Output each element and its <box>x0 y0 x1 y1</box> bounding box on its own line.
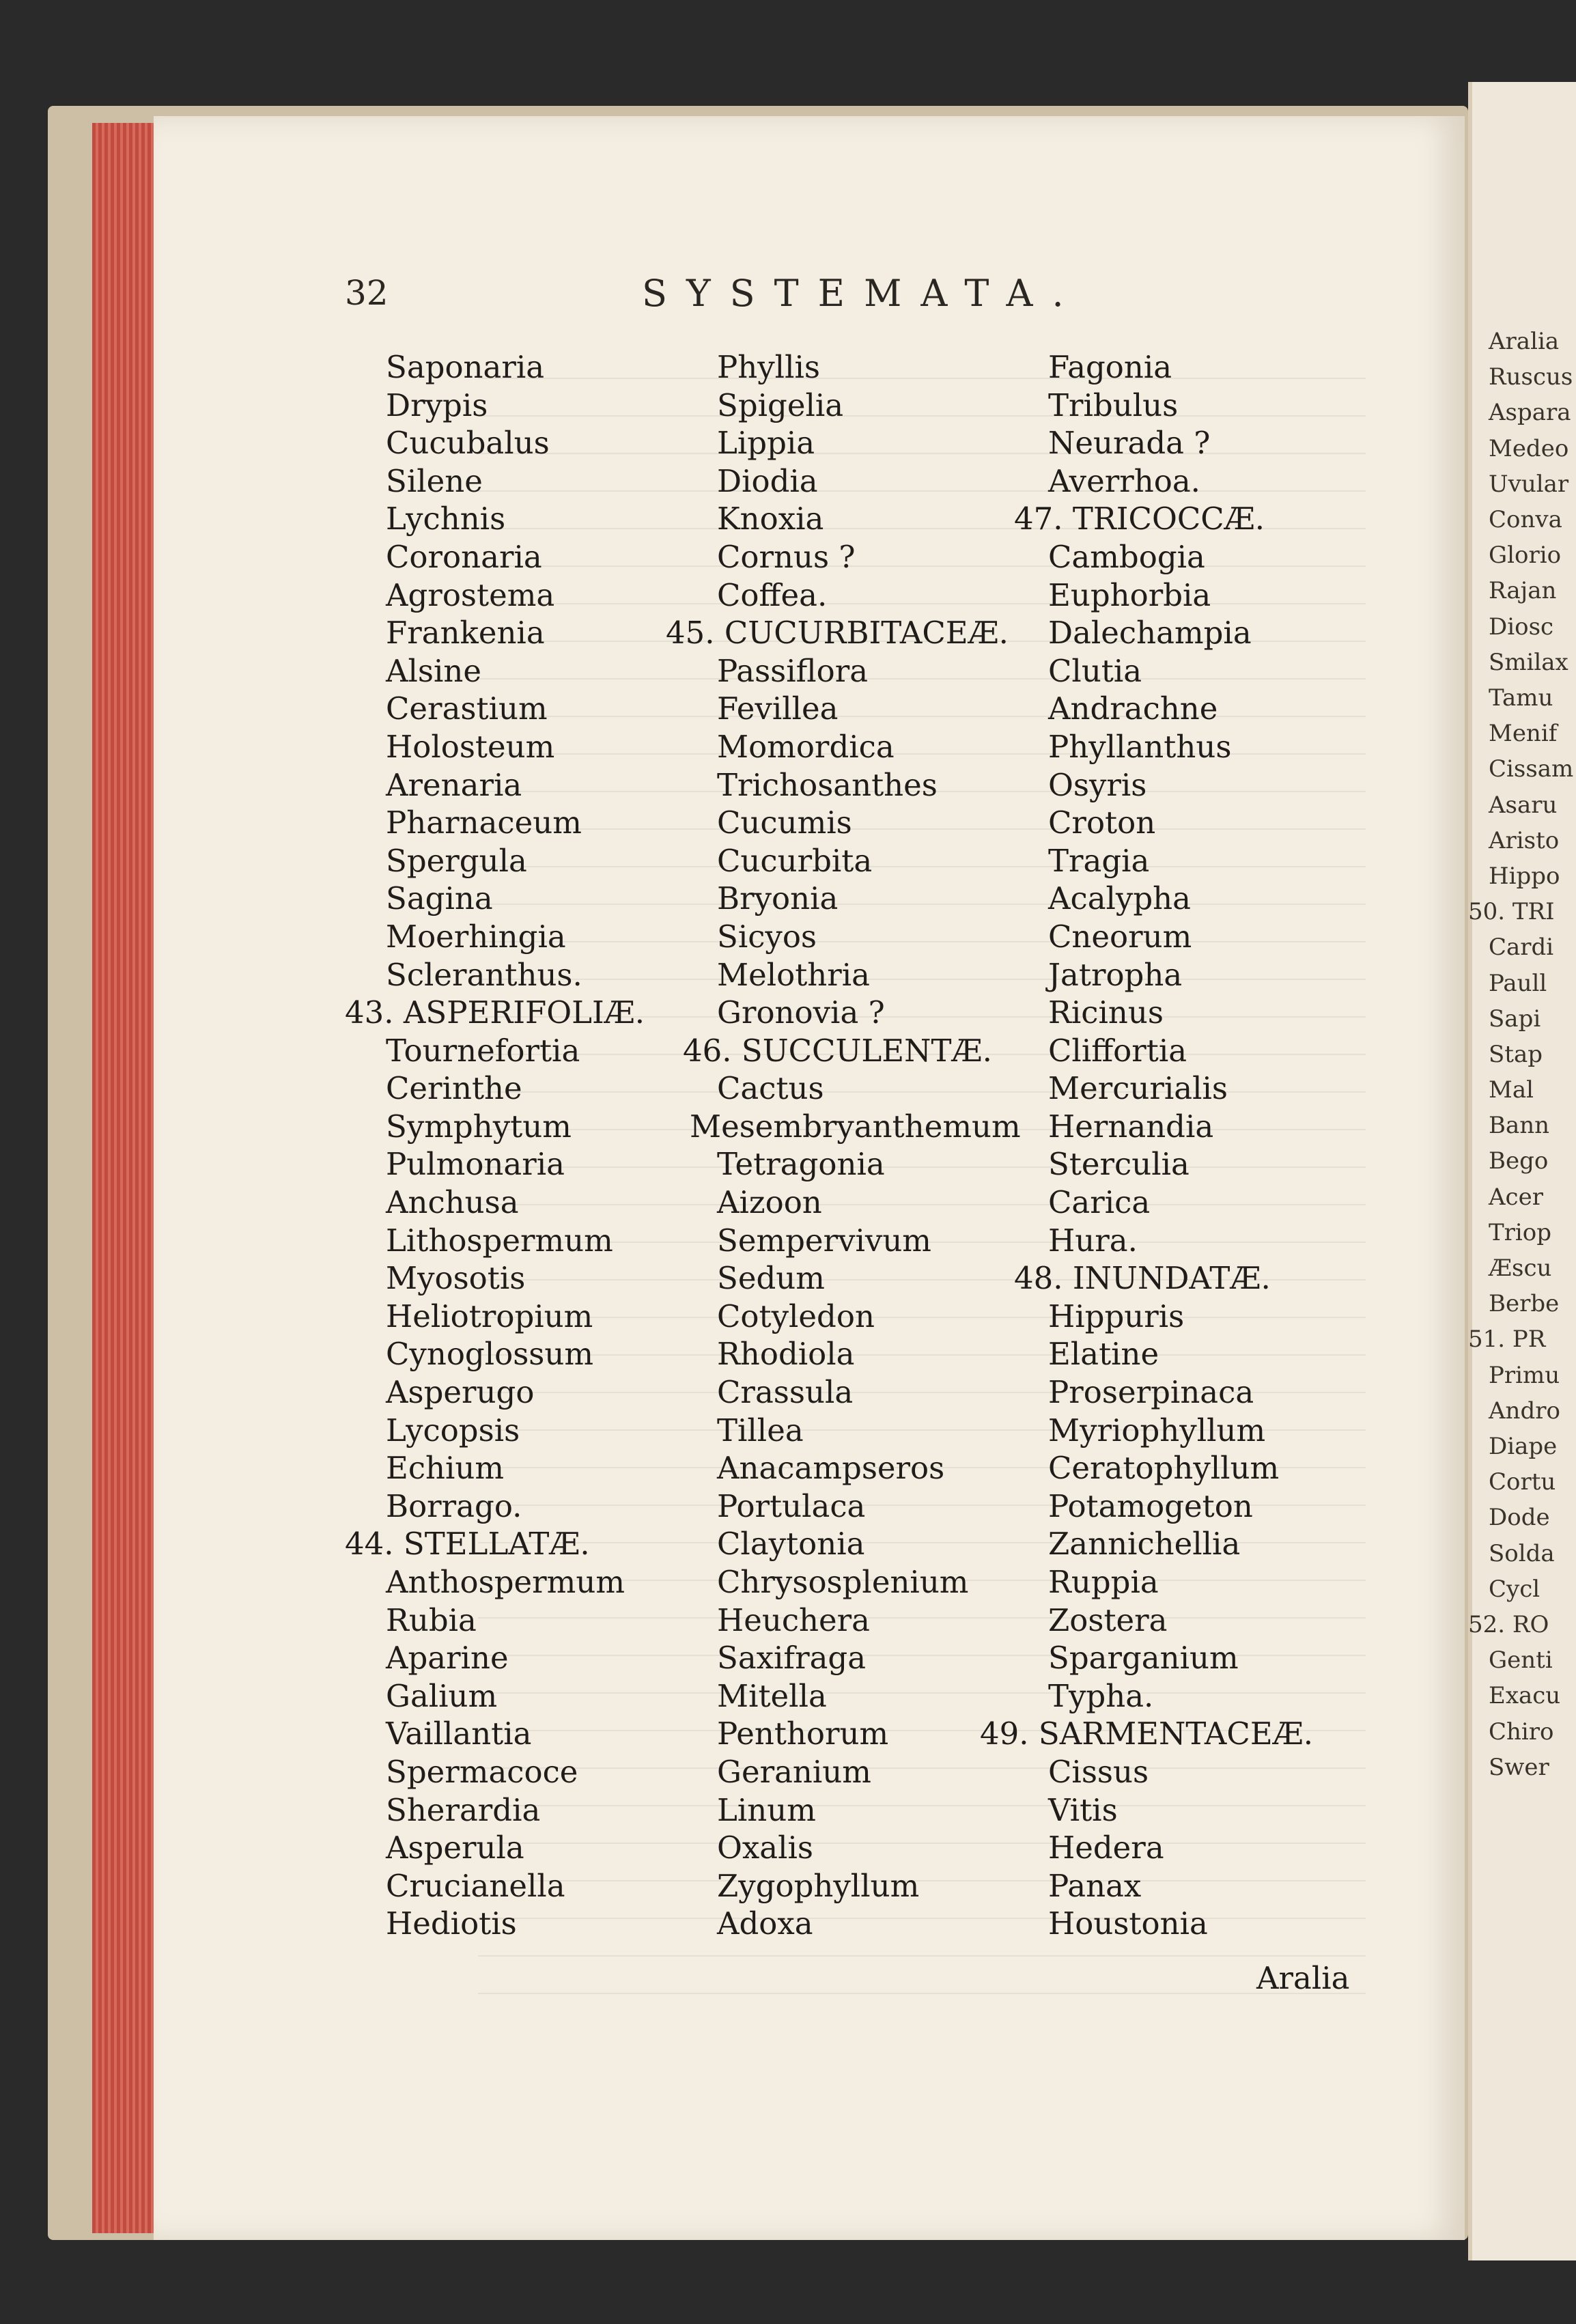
genus-entry: Mesembryanthemum <box>690 1108 1021 1145</box>
facing-page-fragment: Swer <box>1489 1753 1549 1781</box>
facing-page-fragment: Aristo <box>1489 826 1560 854</box>
order-heading: 46. SUCCULENTÆ. <box>683 1032 992 1069</box>
facing-page-fragment: Bann <box>1489 1112 1550 1140</box>
facing-page-fragment: Smilax <box>1489 648 1568 676</box>
genus-entry: Rhodiola <box>717 1336 855 1373</box>
genus-entry: Trichosanthes <box>717 766 938 803</box>
genus-entry: Saxifraga <box>717 1640 867 1677</box>
column-1 <box>345 348 645 1943</box>
facing-page-fragment: Æscu <box>1489 1255 1552 1283</box>
genus-entry: Hura. <box>1048 1222 1138 1259</box>
catchword: Aralia <box>1256 1960 1350 1996</box>
column-3 <box>976 348 1313 1943</box>
genus-entry: Knoxia <box>717 501 824 537</box>
genus-entry: Cactus <box>717 1070 824 1107</box>
genus-entry: Heuchera <box>717 1601 871 1638</box>
genus-entry: Sicyos <box>717 918 817 955</box>
genus-entry: Lychnis <box>386 501 506 537</box>
genus-entry: Cotyledon <box>717 1298 875 1334</box>
genus-entry: Pharnaceum <box>386 804 582 841</box>
genus-entry: Scleranthus. <box>386 956 582 993</box>
order-heading: 43. ASPERIFOLIÆ. <box>345 994 645 1031</box>
genus-entry: Melothria <box>717 956 870 993</box>
genus-entry: Clutia <box>1048 652 1142 689</box>
genus-entry: Cerinthe <box>386 1070 522 1107</box>
genus-entry: Proserpinaca <box>1048 1374 1254 1411</box>
genus-entry: Averrhoa. <box>1048 462 1200 499</box>
genus-entry: Galium <box>386 1677 498 1714</box>
genus-entry: Penthorum <box>717 1716 889 1752</box>
genus-entry: Symphytum <box>386 1108 572 1145</box>
facing-page-fragment: Hippo <box>1489 862 1560 890</box>
page-title: SYSTEMATA. <box>642 272 1083 315</box>
facing-page-fragment: Conva <box>1489 505 1562 533</box>
facing-page-fragment: Diosc <box>1489 613 1554 641</box>
facing-page-fragment: Paull <box>1489 969 1547 997</box>
genus-entry: Carica <box>1048 1184 1151 1221</box>
genus-entry: Phyllanthus <box>1048 728 1232 765</box>
genus-entry: Euphorbia <box>1048 576 1211 613</box>
facing-page-fragment: Asaru <box>1489 791 1558 819</box>
genus-entry: Sterculia <box>1048 1146 1190 1183</box>
genus-entry: Tillea <box>717 1412 804 1448</box>
genus-entry: Asperugo <box>386 1374 535 1411</box>
facing-page-fragment: Ruscus <box>1489 363 1573 391</box>
genus-entry: Lithospermum <box>386 1222 613 1259</box>
genus-entry: Cerastium <box>386 690 548 727</box>
genus-entry: Silene <box>386 462 483 499</box>
genus-entry: Sempervivum <box>717 1222 931 1259</box>
genus-entry: Holosteum <box>386 728 555 765</box>
order-heading: 47. TRICOCCÆ. <box>1014 501 1265 537</box>
genus-entry: Ruppia <box>1048 1564 1159 1600</box>
genus-entry: Diodia <box>717 462 818 499</box>
genus-entry: Pulmonaria <box>386 1146 565 1183</box>
facing-page-text <box>1468 328 1574 1781</box>
genus-entry: Myosotis <box>386 1260 526 1297</box>
facing-page-fragment: Aralia <box>1489 328 1560 355</box>
genus-entry: Cucurbita <box>717 842 873 879</box>
genus-entry: Moerhingia <box>386 918 566 955</box>
genus-entry: Hippuris <box>1048 1298 1185 1334</box>
genus-entry: Tragia <box>1048 842 1150 879</box>
genus-entry: Elatine <box>1048 1336 1159 1373</box>
facing-page-fragment: 51. PR <box>1468 1326 1546 1354</box>
genus-entry: Andrachne <box>1048 690 1218 727</box>
facing-page-fragment: Diape <box>1489 1433 1558 1461</box>
genus-entry: Claytonia <box>717 1526 865 1563</box>
facing-page-fragment: 52. RO <box>1468 1611 1549 1639</box>
facing-page-fragment: Rajan <box>1489 577 1557 605</box>
genus-entry: Zannichellia <box>1048 1526 1241 1563</box>
genus-entry: Croton <box>1048 804 1156 841</box>
facing-page-fragment: Berbe <box>1489 1290 1560 1318</box>
genus-entry: Gronovia ? <box>717 994 885 1031</box>
genus-entry: Alsine <box>386 652 481 689</box>
genus-entry: Sparganium <box>1048 1640 1239 1677</box>
facing-page-fragment: Medeo <box>1489 434 1569 462</box>
genus-entry: Potamogeton <box>1048 1487 1253 1524</box>
facing-page-fragment: Genti <box>1489 1647 1553 1675</box>
genus-entry: Adoxa <box>717 1905 813 1942</box>
genus-entry: Hediotis <box>386 1905 517 1942</box>
genus-entry: Geranium <box>717 1753 871 1790</box>
genus-entry: Neurada ? <box>1048 425 1211 462</box>
genus-entry: Sagina <box>386 880 493 917</box>
genus-entry: Myriophyllum <box>1048 1412 1266 1448</box>
genus-entry: Vitis <box>1048 1791 1118 1828</box>
genus-entry: Sedum <box>717 1260 825 1297</box>
facing-page-fragment: Uvular <box>1489 470 1569 498</box>
running-head <box>345 273 1301 328</box>
facing-page-fragment: Solda <box>1489 1539 1555 1567</box>
genus-entry: Aizoon <box>717 1184 822 1221</box>
genus-entry: Tournefortia <box>386 1032 580 1069</box>
facing-page-fragment: 50. TRI <box>1468 898 1555 926</box>
genus-entry: Ricinus <box>1048 994 1164 1031</box>
facing-page-fragment: Aspara <box>1489 399 1571 427</box>
page-number: 32 <box>345 273 389 313</box>
column-2 <box>666 348 1021 1943</box>
order-heading: 49. SARMENTACEÆ. <box>980 1716 1314 1752</box>
genus-entry: Hernandia <box>1048 1108 1214 1145</box>
genus-entry: Spergula <box>386 842 527 879</box>
genus-entry: Sherardia <box>386 1791 541 1828</box>
genus-entry: Fagonia <box>1048 349 1172 385</box>
facing-page-fragment: Cycl <box>1489 1575 1540 1603</box>
facing-page-fragment: Dode <box>1489 1504 1550 1532</box>
genus-entry: Saponaria <box>386 349 545 385</box>
facing-page-fragment: Bego <box>1489 1147 1549 1175</box>
genus-entry: Acalypha <box>1048 880 1191 917</box>
facing-page-fragment: Tamu <box>1489 684 1553 712</box>
genus-entry: Aparine <box>386 1640 509 1677</box>
genus-entry: Lippia <box>717 425 815 462</box>
genus-entry: Coronaria <box>386 538 542 575</box>
genus-entry: Crucianella <box>386 1867 565 1904</box>
genus-entry: Anchusa <box>386 1184 519 1221</box>
genus-entry: Passiflora <box>717 652 869 689</box>
genus-entry: Cneorum <box>1048 918 1192 955</box>
genus-entry: Asperula <box>386 1830 524 1866</box>
genus-entry: Anthospermum <box>386 1564 625 1600</box>
facing-page-fragment: Mal <box>1489 1076 1534 1104</box>
facing-page-fragment: Triop <box>1489 1218 1552 1246</box>
genus-entry: Cliffortia <box>1048 1032 1187 1069</box>
genus-entry: Tetragonia <box>717 1146 885 1183</box>
genus-entry: Typha. <box>1048 1677 1154 1714</box>
facing-page-fragment: Acer <box>1489 1183 1543 1211</box>
facing-page-fragment: Exacu <box>1489 1682 1561 1710</box>
facing-page-fragment: Menif <box>1489 720 1558 748</box>
genus-entry: Crassula <box>717 1374 854 1411</box>
genus-entry: Zygophyllum <box>717 1867 920 1904</box>
genus-entry: Cucubalus <box>386 425 550 462</box>
genus-entry: Drypis <box>386 387 488 423</box>
genus-entry: Arenaria <box>386 766 522 803</box>
genus-entry: Frankenia <box>386 615 545 652</box>
facing-page-fragment: Cortu <box>1489 1468 1556 1496</box>
genus-entry: Jatropha <box>1048 956 1183 993</box>
red-page-edges <box>92 123 154 2233</box>
facing-page-fragment: Cardi <box>1489 934 1554 962</box>
genus-entry: Phyllis <box>717 349 820 385</box>
facing-page-fragment: Primu <box>1489 1361 1560 1389</box>
genus-entry: Mitella <box>717 1677 827 1714</box>
genus-entry: Mercurialis <box>1048 1070 1228 1107</box>
genus-entry: Oxalis <box>717 1830 813 1866</box>
genus-entry: Cucumis <box>717 804 852 841</box>
genus-entry: Chrysosplenium <box>717 1564 969 1600</box>
genus-entry: Dalechampia <box>1048 615 1252 652</box>
order-heading: 48. INUNDATÆ. <box>1014 1260 1271 1297</box>
facing-page-fragment: Stap <box>1489 1040 1543 1068</box>
genus-entry: Cornus ? <box>717 538 856 575</box>
genus-entry: Anacampseros <box>717 1450 945 1487</box>
facing-page-fragment: Glorio <box>1489 542 1562 570</box>
genus-entry: Linum <box>717 1791 816 1828</box>
facing-page-fragment: Chiro <box>1489 1718 1554 1746</box>
genus-entry: Portulaca <box>717 1487 866 1524</box>
order-heading: 45. CUCURBITACEÆ. <box>666 615 1009 652</box>
genus-entry: Spermacoce <box>386 1753 578 1790</box>
genus-entry: Lycopsis <box>386 1412 520 1448</box>
genus-entry: Borrago. <box>386 1487 522 1524</box>
genus-entry: Cambogia <box>1048 538 1205 575</box>
facing-page-fragment: Sapi <box>1489 1005 1541 1033</box>
genus-entry: Cissus <box>1048 1753 1149 1790</box>
genus-entry: Coffea. <box>717 576 828 613</box>
genus-entry: Fevillea <box>717 690 839 727</box>
genus-entry: Agrostema <box>386 576 555 613</box>
facing-page-fragment: Cissam <box>1489 755 1574 783</box>
genus-entry: Panax <box>1048 1867 1142 1904</box>
genus-entry: Momordica <box>717 728 895 765</box>
genus-entry: Tribulus <box>1048 387 1179 423</box>
genus-entry: Zostera <box>1048 1601 1168 1638</box>
facing-page-fragment: Andro <box>1489 1397 1560 1425</box>
genus-entry: Vaillantia <box>386 1716 532 1752</box>
genus-entry: Houstonia <box>1048 1905 1208 1942</box>
genus-entry: Bryonia <box>717 880 839 917</box>
genus-entry: Ceratophyllum <box>1048 1450 1280 1487</box>
genus-entry: Rubia <box>386 1601 477 1638</box>
genus-entry: Hedera <box>1048 1830 1164 1866</box>
genus-entry: Cynoglossum <box>386 1336 594 1373</box>
genus-entry: Heliotropium <box>386 1298 593 1334</box>
order-heading: 44. STELLATÆ. <box>345 1526 590 1563</box>
genus-entry: Echium <box>386 1450 505 1487</box>
genus-entry: Osyris <box>1048 766 1147 803</box>
genus-entry: Spigelia <box>717 387 844 423</box>
